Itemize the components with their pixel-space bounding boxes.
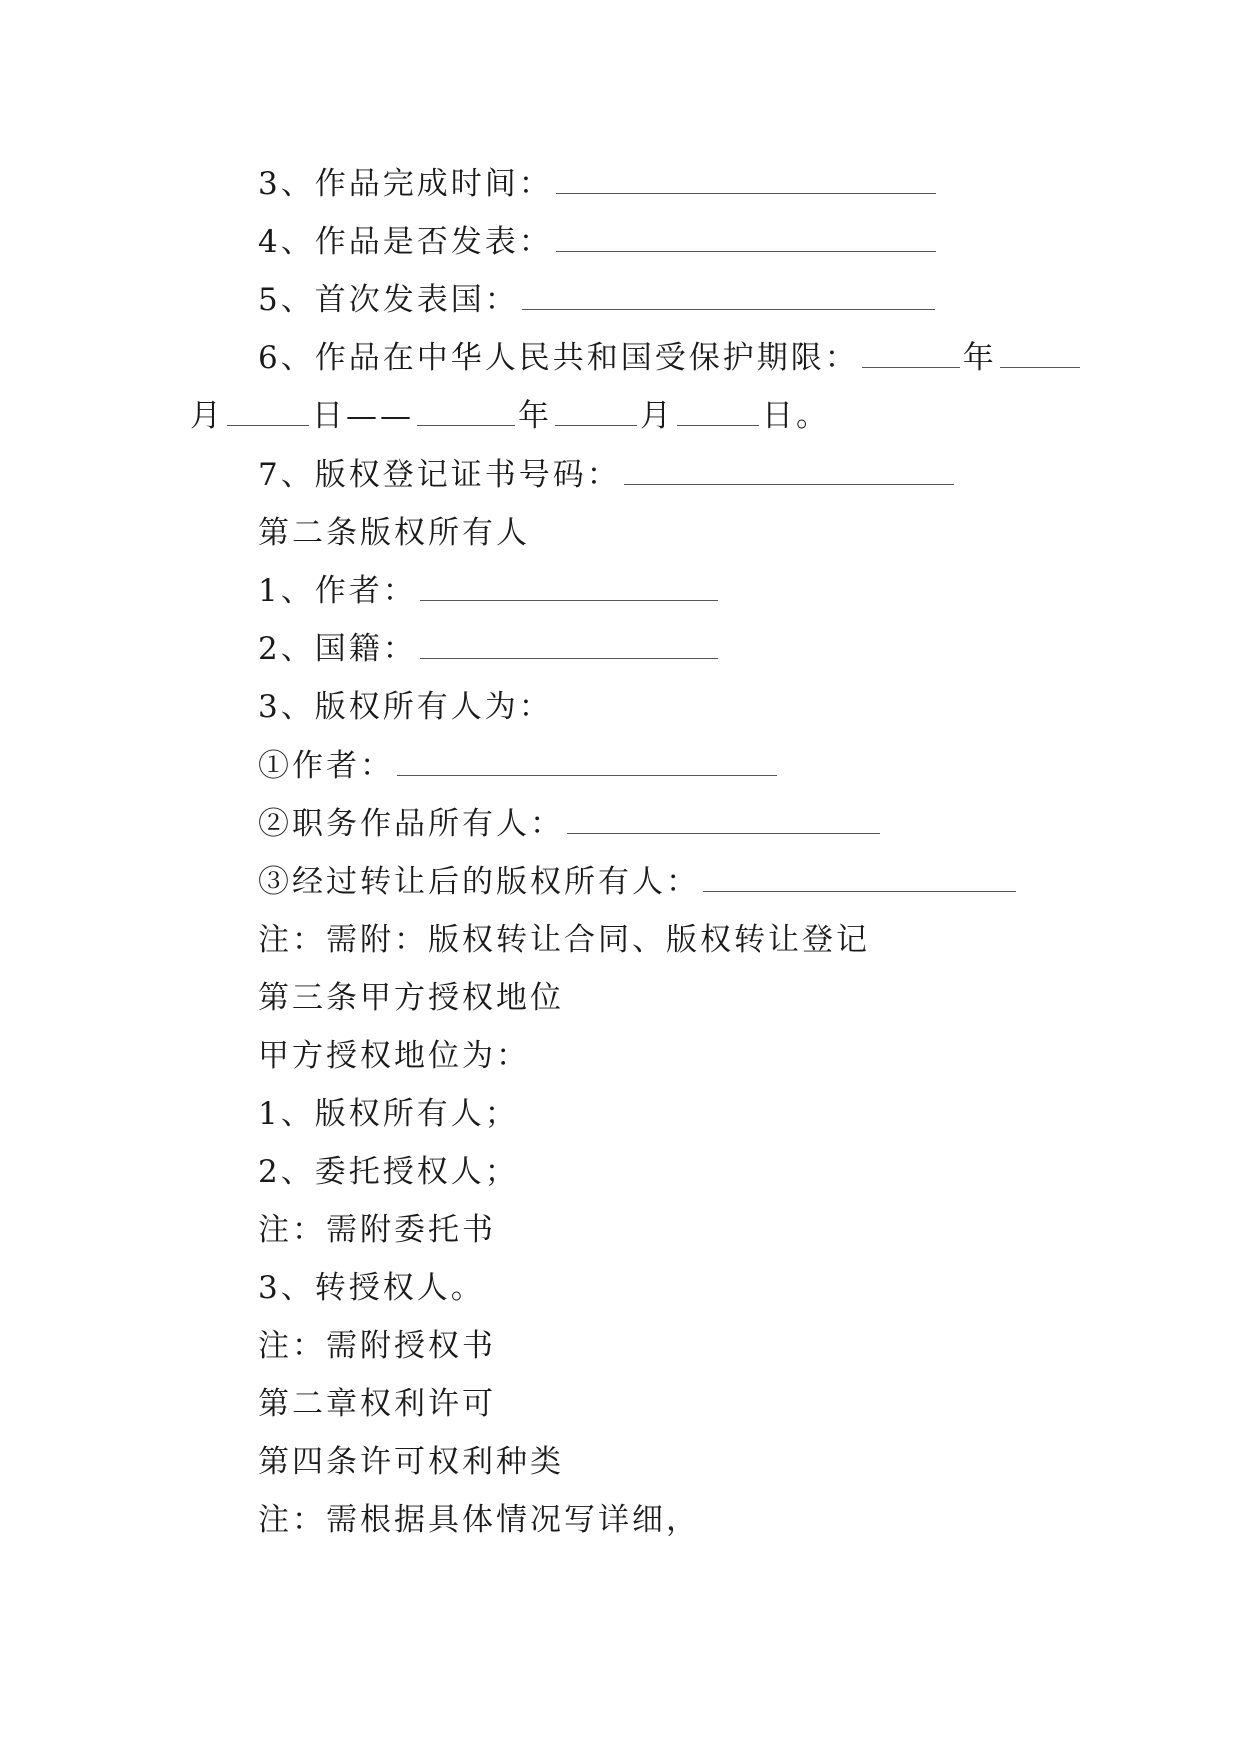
doc-line: 4、作品是否发表：: [258, 220, 939, 264]
blank-underline: [556, 192, 936, 194]
blank-underline: [862, 366, 960, 368]
blank-underline: [397, 774, 777, 776]
blank-underline: [227, 424, 309, 426]
blank-underline: [417, 424, 515, 426]
doc-line: 6、作品在中华人民共和国受保护期限： 年: [258, 336, 1083, 380]
blank-underline: [522, 308, 935, 310]
blank-underline: [567, 832, 880, 834]
doc-line: 7、版权登记证书号码：: [258, 453, 957, 497]
doc-line: 3、作品完成时间：: [258, 162, 939, 206]
doc-line: 3、版权所有人为：: [258, 689, 553, 725]
doc-line: 2、国籍：: [258, 627, 721, 671]
doc-line: 第二条版权所有人: [258, 515, 530, 551]
doc-line: 注：需附：版权转让合同、版权转让登记: [258, 922, 870, 958]
blank-underline: [420, 657, 718, 659]
doc-line: 甲方授权地位为：: [258, 1038, 530, 1074]
blank-underline: [677, 424, 759, 426]
doc-line: 1、作者：: [258, 569, 721, 613]
blank-underline: [420, 599, 718, 601]
doc-line: 3、转授权人。: [258, 1270, 485, 1306]
doc-line-wrap: 月 日—— 年 月 日。: [190, 398, 830, 434]
doc-line: ①作者：: [258, 744, 780, 788]
doc-line: 注：需附授权书: [258, 1328, 496, 1364]
doc-line: 第四条许可权利种类: [258, 1444, 564, 1480]
blank-underline: [556, 250, 936, 252]
doc-line: 5、首次发表国：: [258, 278, 938, 322]
blank-underline: [624, 483, 954, 485]
doc-line: 注：需附委托书: [258, 1212, 496, 1248]
blank-underline: [1000, 366, 1080, 368]
doc-line: 1、版权所有人；: [258, 1096, 519, 1132]
doc-line: 2、委托授权人；: [258, 1154, 519, 1190]
doc-line: 第三条甲方授权地位: [258, 980, 564, 1016]
blank-underline: [555, 424, 637, 426]
blank-underline: [703, 890, 1016, 892]
doc-line: 注：需根据具体情况写详细，: [258, 1502, 700, 1538]
doc-line: ②职务作品所有人：: [258, 802, 883, 846]
doc-line: ③经过转让后的版权所有人：: [258, 860, 1019, 904]
doc-line: 第二章权利许可: [258, 1386, 496, 1422]
